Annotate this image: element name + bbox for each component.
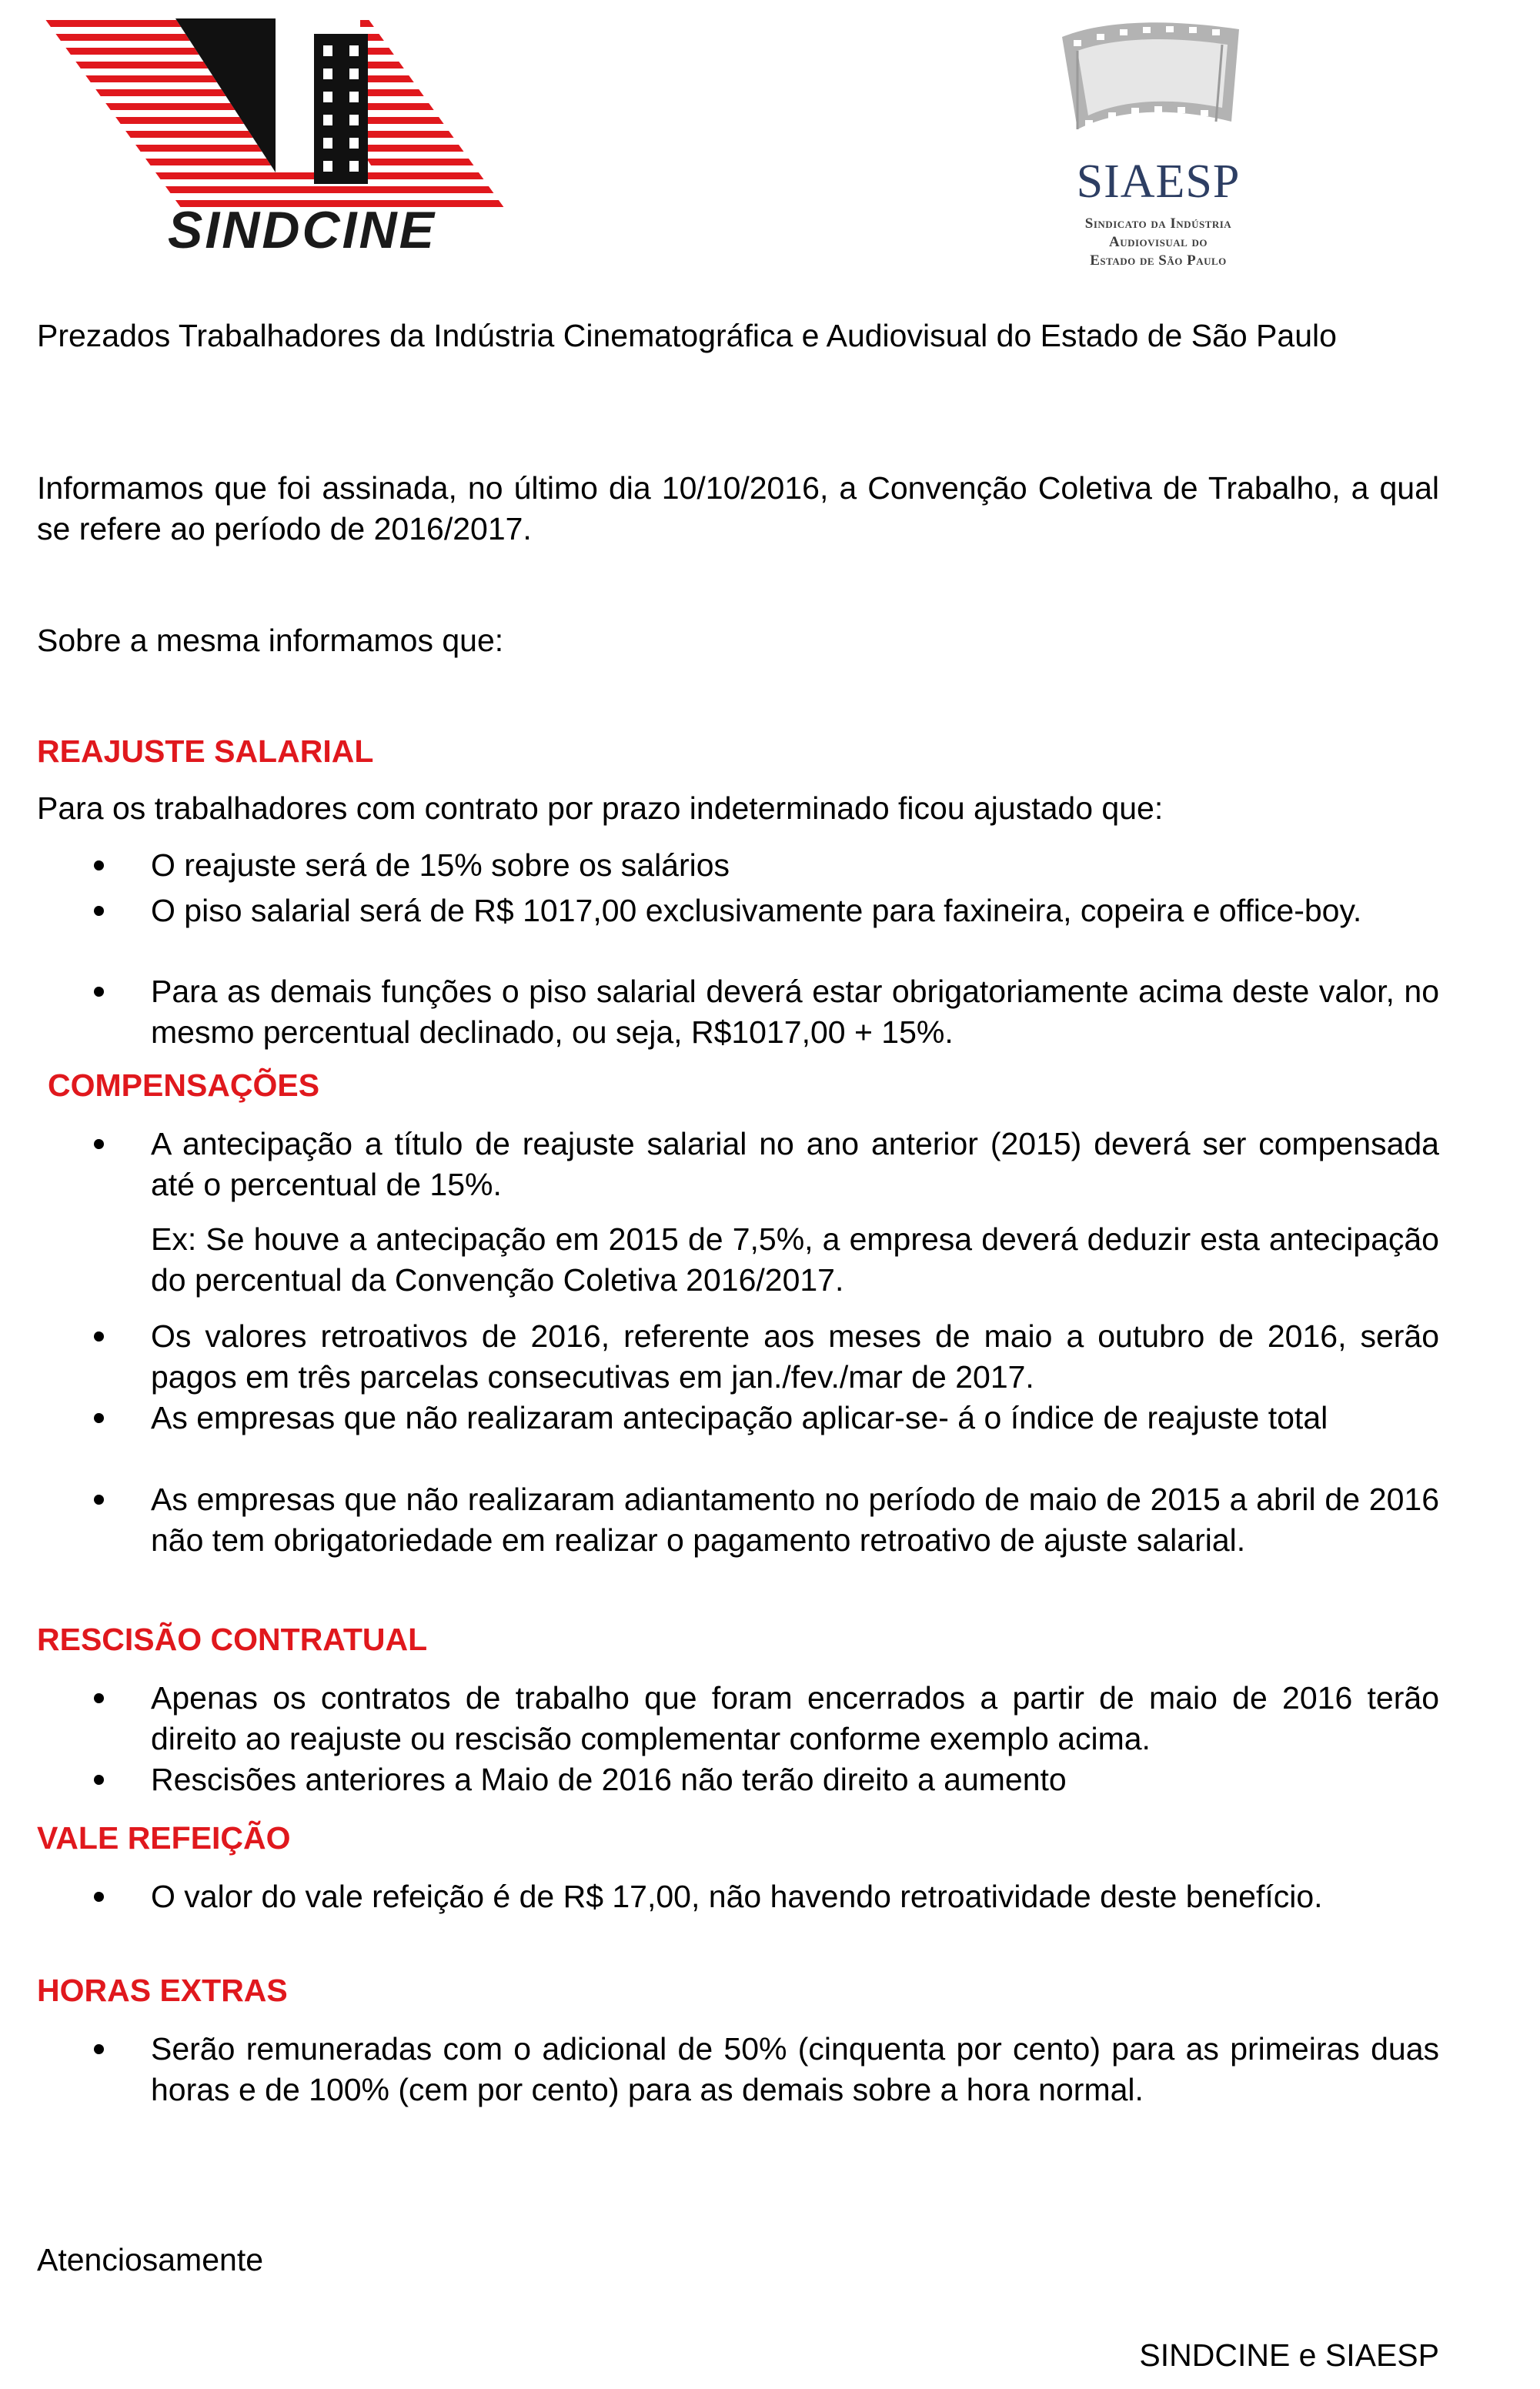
list-item-text: O reajuste será de 15% sobre os salários [151,847,730,883]
bullet-icon [94,1331,104,1342]
list-item-text: As empresas que não realizaram antecipação aplicar-se- á o índice de reajuste total [151,1400,1328,1435]
siaesp-logo-text: SIAESP [1076,155,1241,208]
bullet-icon [94,1693,104,1703]
siaesp-subtitle-line-3: Estado de São Paulo [1090,252,1227,269]
list-item-text: Os valores retroativos de 2016, referente aos meses de maio a outubro de 2016, serão pagos em três parcelas consecutivas em jan./fev./mar de 2017. [151,1318,1439,1395]
compensacoes-example: Ex: Se houve a antecipação em 2015 de 7,5%, a empresa deverá deduzir esta antecipação do percentual da Convenção Coletiva 2016/2017. [151,1221,1439,1298]
bullet-icon [94,987,104,997]
bullet-icon [94,1413,104,1423]
bullet-icon [94,860,104,870]
siaesp-subtitle-line-1: Sindicato da Indústria [1084,216,1232,232]
heading-rescisao-contratual: RESCISÃO CONTRATUAL [37,1622,428,1657]
heading-compensacoes: COMPENSAÇÕES [48,1068,320,1103]
list-item-text: Para as demais funções o piso salarial deverá estar obrigatoriamente acima deste valor, no mesmo percentual declinado, ou seja, R$1017,00 + 15%. [151,974,1439,1050]
heading-reajuste-salarial: REAJUSTE SALARIAL [37,733,374,769]
bullet-icon [94,2044,104,2054]
siaesp-film-icon [1031,14,1285,160]
bullet-icon [94,1139,104,1149]
list-item-text: Apenas os contratos de trabalho que foram encerrados a partir de maio de 2016 terão direito ao reajuste ou rescisão complementar conforme exemplo acima. [151,1680,1439,1756]
reajuste-lead: Para os trabalhadores com contrato por prazo indeterminado ficou ajustado que: [37,790,1164,826]
greeting: Prezados Trabalhadores da Indústria Cinematográfica e Audiovisual do Estado de São Paulo [37,318,1337,353]
sindcine-logo-text: SINDCINE [168,201,436,259]
list-item-text: Rescisões anteriores a Maio de 2016 não terão direito a aumento [151,1762,1067,1797]
heading-horas-extras: HORAS EXTRAS [37,1973,288,2008]
list-item-text: O valor do vale refeição é de R$ 17,00, não havendo retroatividade deste benefício. [151,1879,1323,1914]
signature: SINDCINE e SIAESP [1139,2337,1439,2373]
intro-lead: Sobre a mesma informamos que: [37,623,504,658]
bullet-icon [94,1775,104,1785]
heading-vale-refeicao: VALE REFEIÇÃO [37,1820,291,1856]
bullet-icon [94,1892,104,1902]
bullet-icon [94,1495,104,1505]
sindcine-logo [45,18,506,265]
siaesp-subtitle-line-2: Audiovisual do [1108,234,1208,250]
bullet-icon [94,906,104,916]
intro-paragraph: Informamos que foi assinada, no último dia 10/10/2016, a Convenção Coletiva de Trabalho, a qual se refere ao período de 2016/2017. [37,470,1439,546]
siaesp-logo [1031,14,1285,268]
closing: Atenciosamente [37,2242,264,2277]
sindcine-logo-graphic [45,18,506,219]
list-item-text: A antecipação a título de reajuste salarial no ano anterior (2015) deverá ser compensada até o percentual de 15%. [151,1126,1439,1202]
list-item-text: O piso salarial será de R$ 1017,00 exclusivamente para faxineira, copeira e office-boy. [151,893,1362,928]
list-item-text: Serão remuneradas com o adicional de 50% (cinquenta por cento) para as primeiras duas horas e de 100% (cem por cento) para as demais sobre a hora normal. [151,2031,1439,2107]
list-item-text: As empresas que não realizaram adiantamento no período de maio de 2015 a abril de 2016 não tem obrigatoriedade em realizar o pagamento retroativo de ajuste salarial. [151,1482,1439,1558]
